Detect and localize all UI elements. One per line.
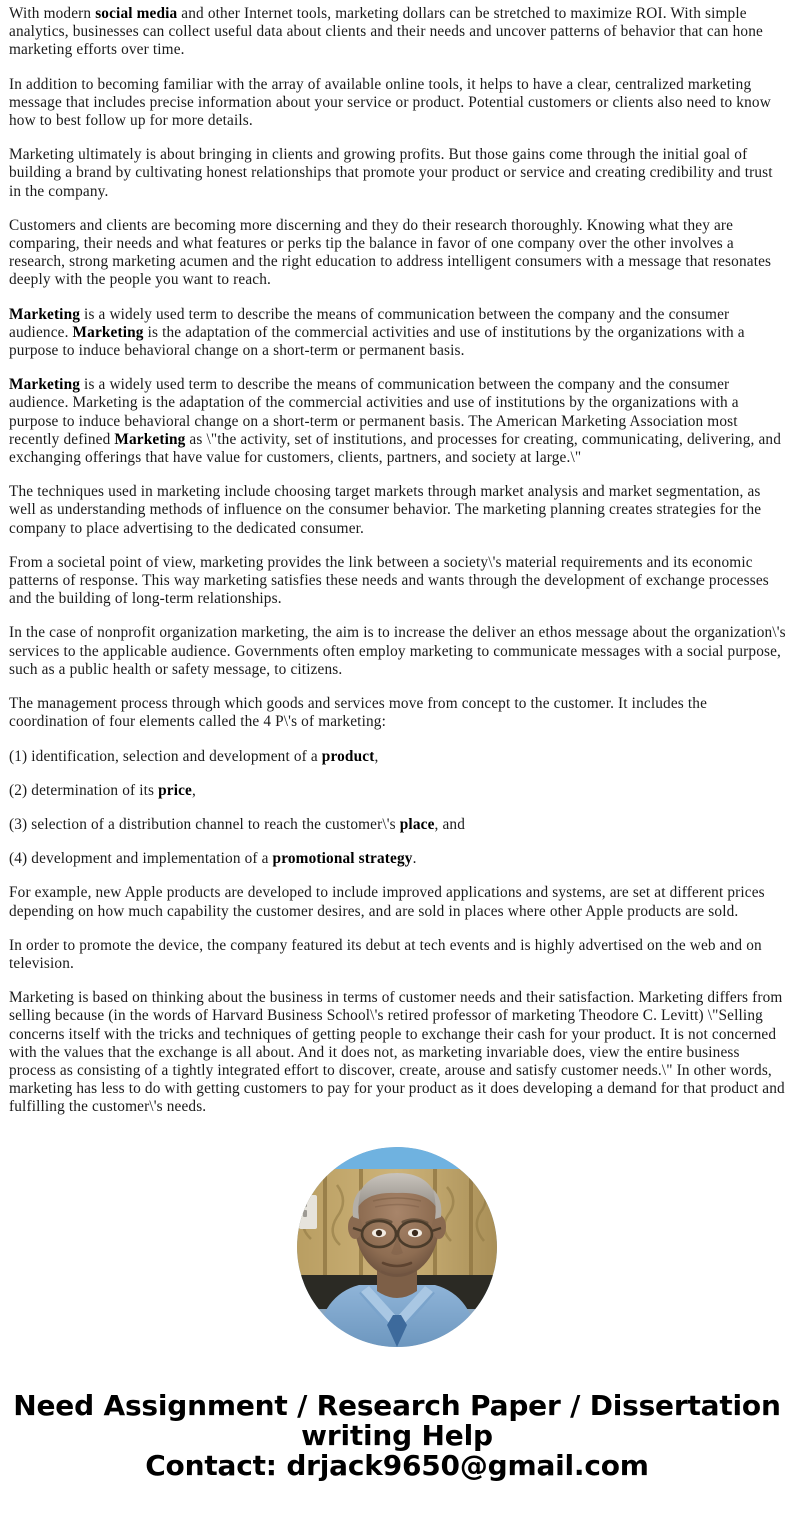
body-text: The techniques used in marketing include choosing target markets through market analysis and market segmentation, as well as understanding methods of influence on the consumer behavior. The marketing planning creates strategies for the company to place advertising to the dedicated consumer. xyxy=(9,483,762,537)
body-text: is a widely used term to describe the means of communication between the company and the consumer audience. xyxy=(9,305,730,341)
emphasis-text: place xyxy=(399,815,435,833)
body-text: , and xyxy=(434,815,466,833)
emphasis-text: Marketing xyxy=(114,430,186,448)
body-text: From a societal point of view, marketing provides the link between a society\'s material requirements and its economic patterns of response. This way marketing satisfies these needs and wants through the development of exchange processes and the building of long-term relationships. xyxy=(9,553,769,608)
emphasis-text: Marketing xyxy=(72,323,144,341)
paragraph xyxy=(9,483,786,538)
body-text: In addition to becoming familiar with the array of available online tools, it helps to have a clear, centralized marketing message that includes precise information about your service or product. Potential customers or clients also need to know how to best follow up for more details. xyxy=(9,75,771,130)
body-text: . xyxy=(412,850,417,868)
avatar xyxy=(297,1147,497,1347)
body-text: (4) development and implementation of a xyxy=(9,850,273,868)
body-text: Marketing ultimately is about bringing in clients and growing profits. But those gains come through the initial goal of building a brand by cultivating honest relationships that promote your product or service and creating credibility and trust in the company. xyxy=(9,146,773,200)
body-text: (1) identification, selection and development of a xyxy=(9,747,322,765)
paragraph xyxy=(9,5,786,60)
paragraph xyxy=(9,554,786,609)
paragraph xyxy=(9,782,786,800)
footer-line-1: Need Assignment / Research Paper / Dissertation xyxy=(13,1388,781,1422)
body-text: as \"the activity, set of institutions, and processes for creating, communicating, delivering, and exchanging offerings that have value for customers, clients, partners, and society at large.\" xyxy=(9,430,782,467)
body-text: , xyxy=(374,747,379,765)
footer-contact-line[interactable]: Contact: drjack9650@gmail.com xyxy=(145,1448,649,1482)
paragraph xyxy=(9,376,786,467)
paragraph xyxy=(9,748,786,766)
emphasis-text: Marketing xyxy=(9,376,81,394)
body-text: Customers and clients are becoming more discerning and they do their research thoroughly. Knowing what they are comparing, their needs and what features or perks tip the balance in favor of one company over the other involves a research, strong marketing acumen and the right education to address intelligent consumers with a message that resonates deeply with the people you want to reach. xyxy=(9,216,772,289)
paragraph xyxy=(9,937,786,973)
body-text: In order to promote the device, the company featured its debut at tech events and is highly advertised on the web and on television. xyxy=(9,936,762,972)
paragraph xyxy=(9,217,786,290)
footer-cta xyxy=(0,1388,794,1501)
body-text: For example, new Apple products are developed to include improved applications and systems, are set at different prices depending on how much capability the customer desires, and are sold in places where other Apple products are sold. xyxy=(9,884,765,920)
body-text: is a widely used term to describe the means of communication between the company and the consumer audience. Marketing is the adaptation of the commercial activities and use of institutions by the organizations with a purpose to induce behavioral change on a short-term or permanent basis. The American Marketing Association most recently defined xyxy=(9,376,739,448)
paragraph xyxy=(9,76,786,131)
paragraph xyxy=(9,695,786,731)
body-text: (2) determination of its xyxy=(9,781,159,799)
emphasis-text: Marketing xyxy=(9,305,81,323)
paragraph xyxy=(9,624,786,679)
body-text: In the case of nonprofit organization marketing, the aim is to increase the deliver an ethos message about the organization\'s services to the applicable audience. Governments often employ marketing to communicate messages with a social purpose, such as a public health or safety message, to citizens. xyxy=(9,624,786,678)
paragraph xyxy=(9,989,786,1116)
avatar-block xyxy=(0,1147,794,1347)
body-text: With modern xyxy=(9,5,96,22)
emphasis-text: price xyxy=(158,781,193,799)
body-text: is the adaptation of the commercial activities and use of institutions by the organizations with a purpose to induce behavioral change on a short-term or permanent basis. xyxy=(9,323,745,360)
portrait-photo-icon xyxy=(297,1147,497,1347)
body-text: The management process through which goods and services move from concept to the customer. It includes the coordination of four elements called the 4 P\'s of marketing: xyxy=(9,695,708,731)
paragraph xyxy=(9,146,786,201)
paragraph xyxy=(9,306,786,361)
paragraph xyxy=(9,884,786,920)
emphasis-text: promotional strategy xyxy=(272,850,413,868)
footer-line-2: writing Help xyxy=(301,1418,493,1452)
paragraph xyxy=(9,816,786,834)
body-text: Marketing is based on thinking about the business in terms of customer needs and their satisfaction. Marketing differs from selling because (in the words of Harvard Business School\'s retired professor of marketing Theodore C. Levitt) \"Selling concerns itself with the tricks and techniques of getting people to exchange their cash for your product. It is not concerned with the values that the exchange is all about. And it does not, as marketing invariable does, view the entire business process as consisting of a tightly integrated effort to discover, create, arouse and satisfy customer needs.\" In other words, marketing has less to do with getting customers to pay for your product as it does developing a demand for that product and fulfilling the customer\'s needs. xyxy=(9,989,785,1116)
body-text: , xyxy=(192,781,196,799)
emphasis-text: product xyxy=(321,747,375,765)
body-text: and other Internet tools, marketing dollars can be stretched to maximize ROI. With simple analytics, businesses can collect useful data about clients and their needs and uncover patterns of behavior that can hone marketing efforts over time. xyxy=(9,5,763,59)
emphasis-text: social media xyxy=(95,5,178,22)
paragraph xyxy=(9,850,786,868)
body-text: (3) selection of a distribution channel to reach the customer\'s xyxy=(9,815,400,833)
